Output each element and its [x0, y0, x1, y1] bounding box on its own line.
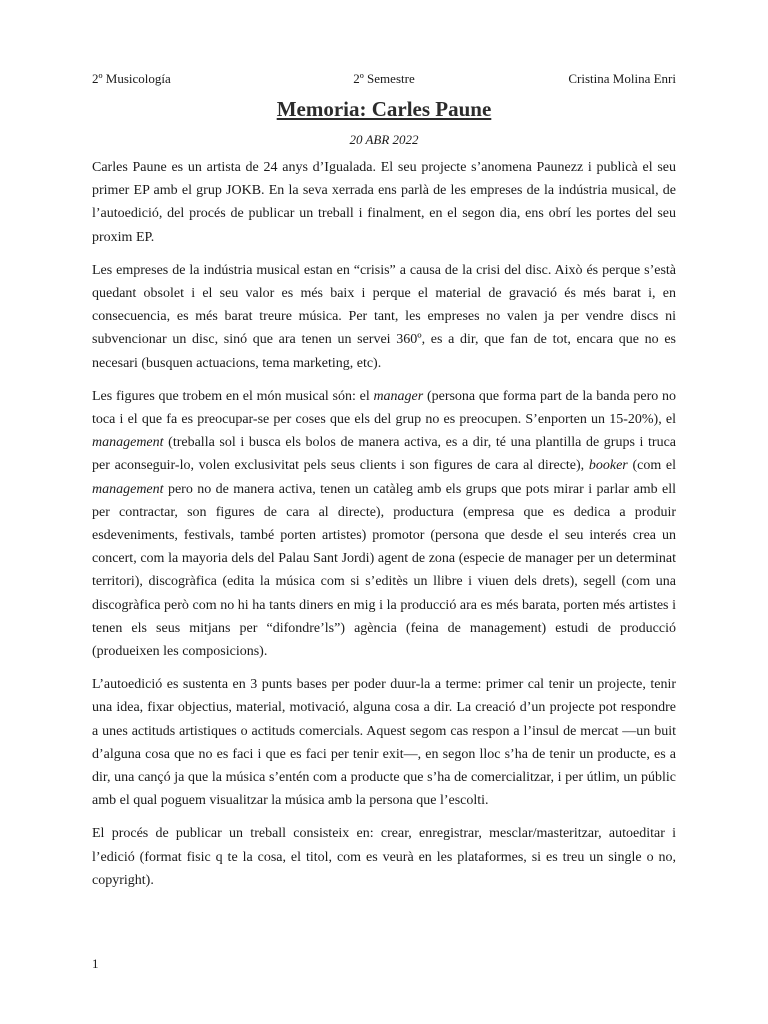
document-date: 20 ABR 2022 [349, 132, 419, 147]
text-run: (com el [627, 458, 676, 474]
text-run: El procés de publicar un treball consisteix en: crear, enregistrar, mesclar/masteritzar, autoeditar i l’edició (format fisic q te la cosa, el titol, com es veurà en les plataformes, si es treu un single o no, copyright). [92, 826, 676, 888]
paragraph-self-publishing [92, 673, 676, 812]
paragraph-intro [92, 156, 676, 249]
text-run: (treballa sol i busca els bolos de manera activa, es a dir, té una plantilla de grups i truca per aconseguir-lo, volen exclusivitat pels seus clients i son figures de cara al directe), [92, 435, 676, 474]
italic-term: management [92, 481, 164, 497]
header-semester: 2º Semestre [353, 71, 415, 86]
text-run: Carles Paune es un artista de 24 anys d’Igualada. El seu projecte s’anomena Paunezz i publicà el seu primer EP amb el grup JOKB. En la seva xerrada ens parlà de les empreses de la indústria musical, de l’autoedició, del procés de publicar un treball i finalment, en el segon dia, ens obrí les portes del seu proxim EP. [92, 160, 676, 245]
document-title: Memoria: Carles Paune [276, 97, 492, 121]
paragraph-figures [92, 385, 676, 663]
italic-term: manager [373, 388, 424, 404]
text-run: (persona que forma part de la banda pero no toca i el que fa es preocupar-se per coses que els del grup no es preocupen. S’enporten un 15-20%), el [92, 388, 676, 428]
page-number: 1 [92, 956, 99, 971]
document-body [92, 156, 676, 902]
header-author: Cristina Molina Enri [568, 71, 676, 86]
text-run: pero no de manera activa, tenen un catàleg amb els grups que pots mirar i parlar amb ell per contractar, son figures de cara al directe), productura (empresa que es dedica a produir esdeveniments, festivals, també porten artistes) promotor (persona que desde el seu interés crea un concert, com la mayoria dels del Palau Sant Jordi) agent de zona (especie de manager per un determinat territori), discogràfica (edita la música com si s’editès un llibre i viuen dels drets), segell (com una discogràfica però com no hi ha tants diners en mig i la producció ara es més barata, porten més artistes i tenen els seus mitjans per “difondre’ls”) agència (feina de management) estudi de producció (produeixen les composicions). [92, 481, 676, 660]
paragraph-publishing-process [92, 822, 676, 892]
text-run: Les figures que trobem en el món musical són: el [92, 388, 374, 404]
text-run: Les empreses de la indústria musical estan en “crisis” a causa de la crisi del disc. Això és perque s’està quedant obsolet i el seu valor es més baix i perque el material de gravació és més barat i, en consecuencia, es més barat treure música. Per tant, les empreses no valen ja per vendre discs ni subvencionar un disc, sinó que ara tenen un servei 360º, es a dir, que fan de tot, encara que no es necesari (busquen actuacions, tema marketing, etc). [92, 262, 676, 371]
italic-term: management [92, 435, 164, 451]
paragraph-industry [92, 259, 676, 375]
header-course: 2º Musicología [92, 71, 171, 86]
text-run: L’autoedició es sustenta en 3 punts bases per poder duur-la a terme: primer cal tenir un projecte, tenir una idea, fixar objectius, material, motivació, alguna cosa a dir. La creació d’un projecte pot respondre a unes actituds artistiques o actituds comercials. Aquest segom cas respon a l’insul de mercat —un buit d’alguna cosa que no es faci i que es faci per tenir exit—, en segon lloc s’ha de tenir un producte, es a dir, una cançó ja que la música s’entén com a producte que s’ha de comercialitzar, i per útlim, un públic amb el qual poguem visualitzar la música amb la persona que l’escolti. [92, 677, 676, 809]
page-header [92, 70, 676, 88]
italic-term: booker [588, 458, 628, 474]
